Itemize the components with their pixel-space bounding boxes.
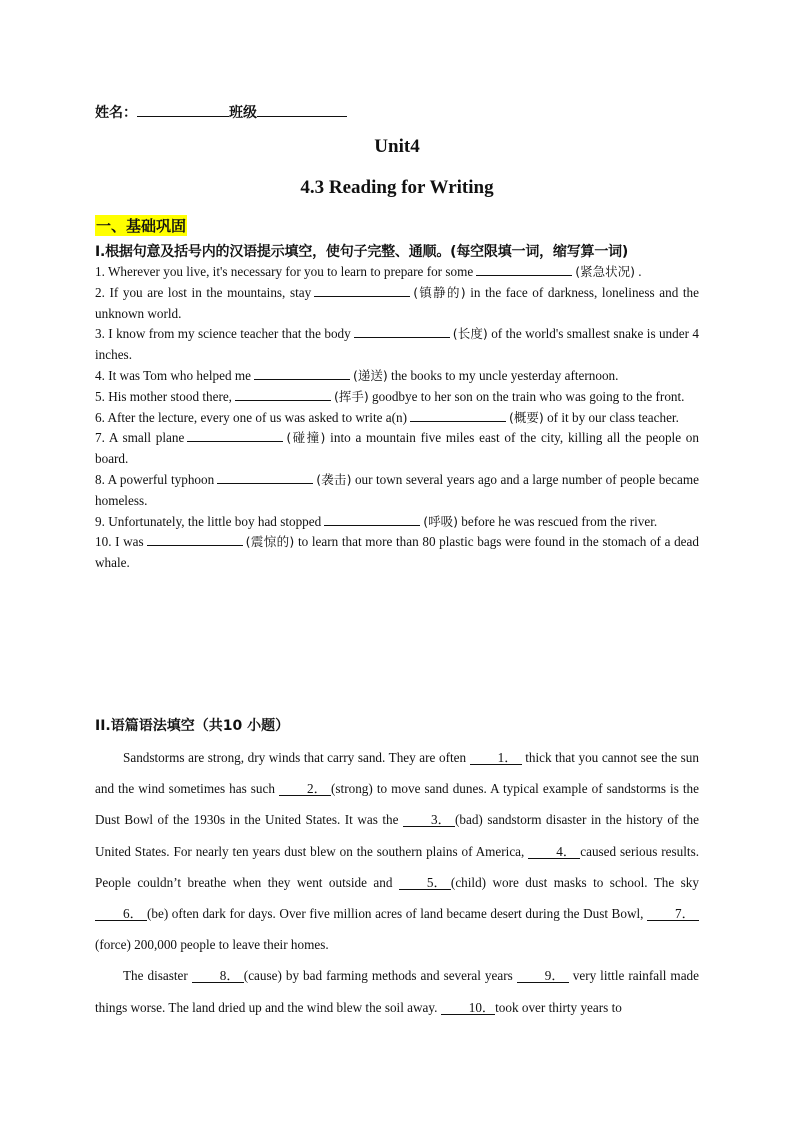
item-text: 5. His mother stood there, xyxy=(95,388,232,404)
item-text-after: into a mountain five miles east of the city, killing all the people on board. xyxy=(95,430,699,467)
exercise-item xyxy=(95,262,699,283)
section2-heading: II.语篇语法填空（共10 小题） xyxy=(95,718,290,734)
section1-instruction: I.根据句意及括号内的汉语提示填空，使句子完整、通顺。(每空限填一词，缩写算一词) xyxy=(95,244,629,260)
cloze-passage xyxy=(95,742,699,1023)
item-text-after: goodbye to her son on the train who was going to the front. xyxy=(368,388,685,404)
passage-text: (child) wore dust masks to school. The sky xyxy=(450,874,699,890)
chinese-hint: (挥手) xyxy=(333,388,369,404)
chinese-hint: (长度) xyxy=(452,326,488,342)
item-text: 4. It was Tom who helped me xyxy=(95,367,251,383)
numbered-blank[interactable]: 8． xyxy=(192,969,244,983)
item-text: 1. Wherever you live, it's necessary for you to learn to prepare for some xyxy=(95,264,474,279)
exercise-item xyxy=(95,428,699,470)
exercise-item xyxy=(95,408,699,429)
item-text: 10. I was xyxy=(95,534,144,550)
item-text: 2. If you are lost in the mountains, stay xyxy=(95,284,312,300)
chinese-hint: (递送) xyxy=(352,367,388,383)
passage-text: (cause) by bad farming methods and several years xyxy=(243,968,517,984)
item-text-after: in the face of darkness, loneliness and the unknown world. xyxy=(95,284,699,321)
item-text: 9. Unfortunately, the little boy had stopped xyxy=(95,513,322,529)
numbered-blank[interactable]: 4． xyxy=(528,845,580,859)
item-text-after: of the world's smallest snake is under 4 inches. xyxy=(95,326,699,363)
section1-heading: 一、基础巩固 xyxy=(96,217,187,235)
passage-paragraph-1 xyxy=(95,742,699,960)
answer-blank[interactable] xyxy=(235,389,331,401)
chinese-hint: (呼吸) xyxy=(423,513,458,529)
item-text-after: our town several years ago and a large number of people became homeless. xyxy=(95,471,699,508)
item-text-after: . xyxy=(634,264,642,279)
passage-paragraph-2 xyxy=(95,960,699,1022)
class-blank[interactable] xyxy=(257,104,347,117)
exercise-item xyxy=(95,283,699,325)
numbered-blank[interactable]: 9． xyxy=(517,969,569,983)
answer-blank[interactable] xyxy=(187,430,283,442)
answer-blank[interactable] xyxy=(410,410,506,422)
exercise-item xyxy=(95,387,699,408)
item-text-after: the books to my uncle yesterday afternoon. xyxy=(387,367,619,383)
answer-blank[interactable] xyxy=(147,534,243,546)
exercise-item xyxy=(95,470,699,512)
page-title: Unit4 xyxy=(374,136,420,157)
exercise-item xyxy=(95,512,699,533)
chinese-hint: (概要) xyxy=(509,409,544,425)
exercise-item xyxy=(95,366,699,387)
numbered-blank[interactable]: 5． xyxy=(399,876,451,890)
answer-blank[interactable] xyxy=(314,285,410,297)
chinese-hint: (袭击) xyxy=(316,471,352,487)
passage-text: very little rainfall made things worse. The land dried up and the wind blew the soil away. xyxy=(95,968,699,1015)
numbered-blank[interactable]: 2． xyxy=(279,782,331,796)
passage-text: Sandstorms are strong, dry winds that carry sand. They are often xyxy=(123,750,470,765)
numbered-blank[interactable]: 7． xyxy=(647,907,699,921)
chinese-hint: (震惊的) xyxy=(245,534,295,550)
answer-blank[interactable] xyxy=(476,264,572,276)
item-text-after: of it by our class teacher. xyxy=(543,409,679,425)
passage-text: caused serious results. People couldn’t breathe when they went outside and xyxy=(95,843,699,890)
item-text: 3. I know from my science teacher that the body xyxy=(95,326,351,342)
passage-text: took over thirty years to xyxy=(495,999,622,1015)
chinese-hint: (紧急状况) xyxy=(575,264,635,279)
numbered-blank[interactable]: 10． xyxy=(441,1001,495,1015)
passage-text: (force) 200,000 people to leave their homes. xyxy=(95,937,329,953)
name-label: 姓名： xyxy=(95,105,137,121)
numbered-blank[interactable]: 6． xyxy=(95,907,147,921)
page-subtitle: 4.3 Reading for Writing xyxy=(300,177,494,198)
fill-in-items xyxy=(95,262,699,574)
passage-text: (strong) to move sand dunes. A typical example of sandstorms is the Dust Bowl of the 1930s in the United States. It was the xyxy=(95,781,700,828)
exercise-item xyxy=(95,324,699,366)
answer-blank[interactable] xyxy=(324,514,420,526)
item-text-after: to learn that more than 80 plastic bags were found in the stomach of a dead whale. xyxy=(95,534,699,571)
numbered-blank[interactable]: 3． xyxy=(403,813,455,827)
passage-text: (be) often dark for days. Over five million acres of land became desert during the Dust Bowl, xyxy=(147,906,647,922)
answer-blank[interactable] xyxy=(254,368,350,380)
chinese-hint: (碰撞) xyxy=(286,430,326,446)
chinese-hint: (镇静的) xyxy=(413,284,466,300)
name-blank[interactable] xyxy=(137,104,229,117)
answer-blank[interactable] xyxy=(217,472,313,484)
item-text: 6. After the lecture, every one of us was asked to write a(n) xyxy=(95,409,407,425)
numbered-blank[interactable]: 1． xyxy=(470,751,522,765)
passage-text: The disaster xyxy=(123,968,192,984)
passage-text: thick that you cannot see the sun and the wind sometimes has such xyxy=(95,750,699,797)
student-info-line xyxy=(95,102,347,122)
class-label: 班级 xyxy=(229,105,257,121)
item-text-after: before he was rescued from the river. xyxy=(457,513,658,529)
exercise-item xyxy=(95,532,699,574)
passage-text: (bad) sandstorm disaster in the history of the United States. For nearly ten years dust blew on the southern plains of America, xyxy=(95,812,700,859)
answer-blank[interactable] xyxy=(354,326,450,338)
item-text: 8. A powerful typhoon xyxy=(95,471,215,487)
item-text: 7. A small plane xyxy=(95,430,185,446)
